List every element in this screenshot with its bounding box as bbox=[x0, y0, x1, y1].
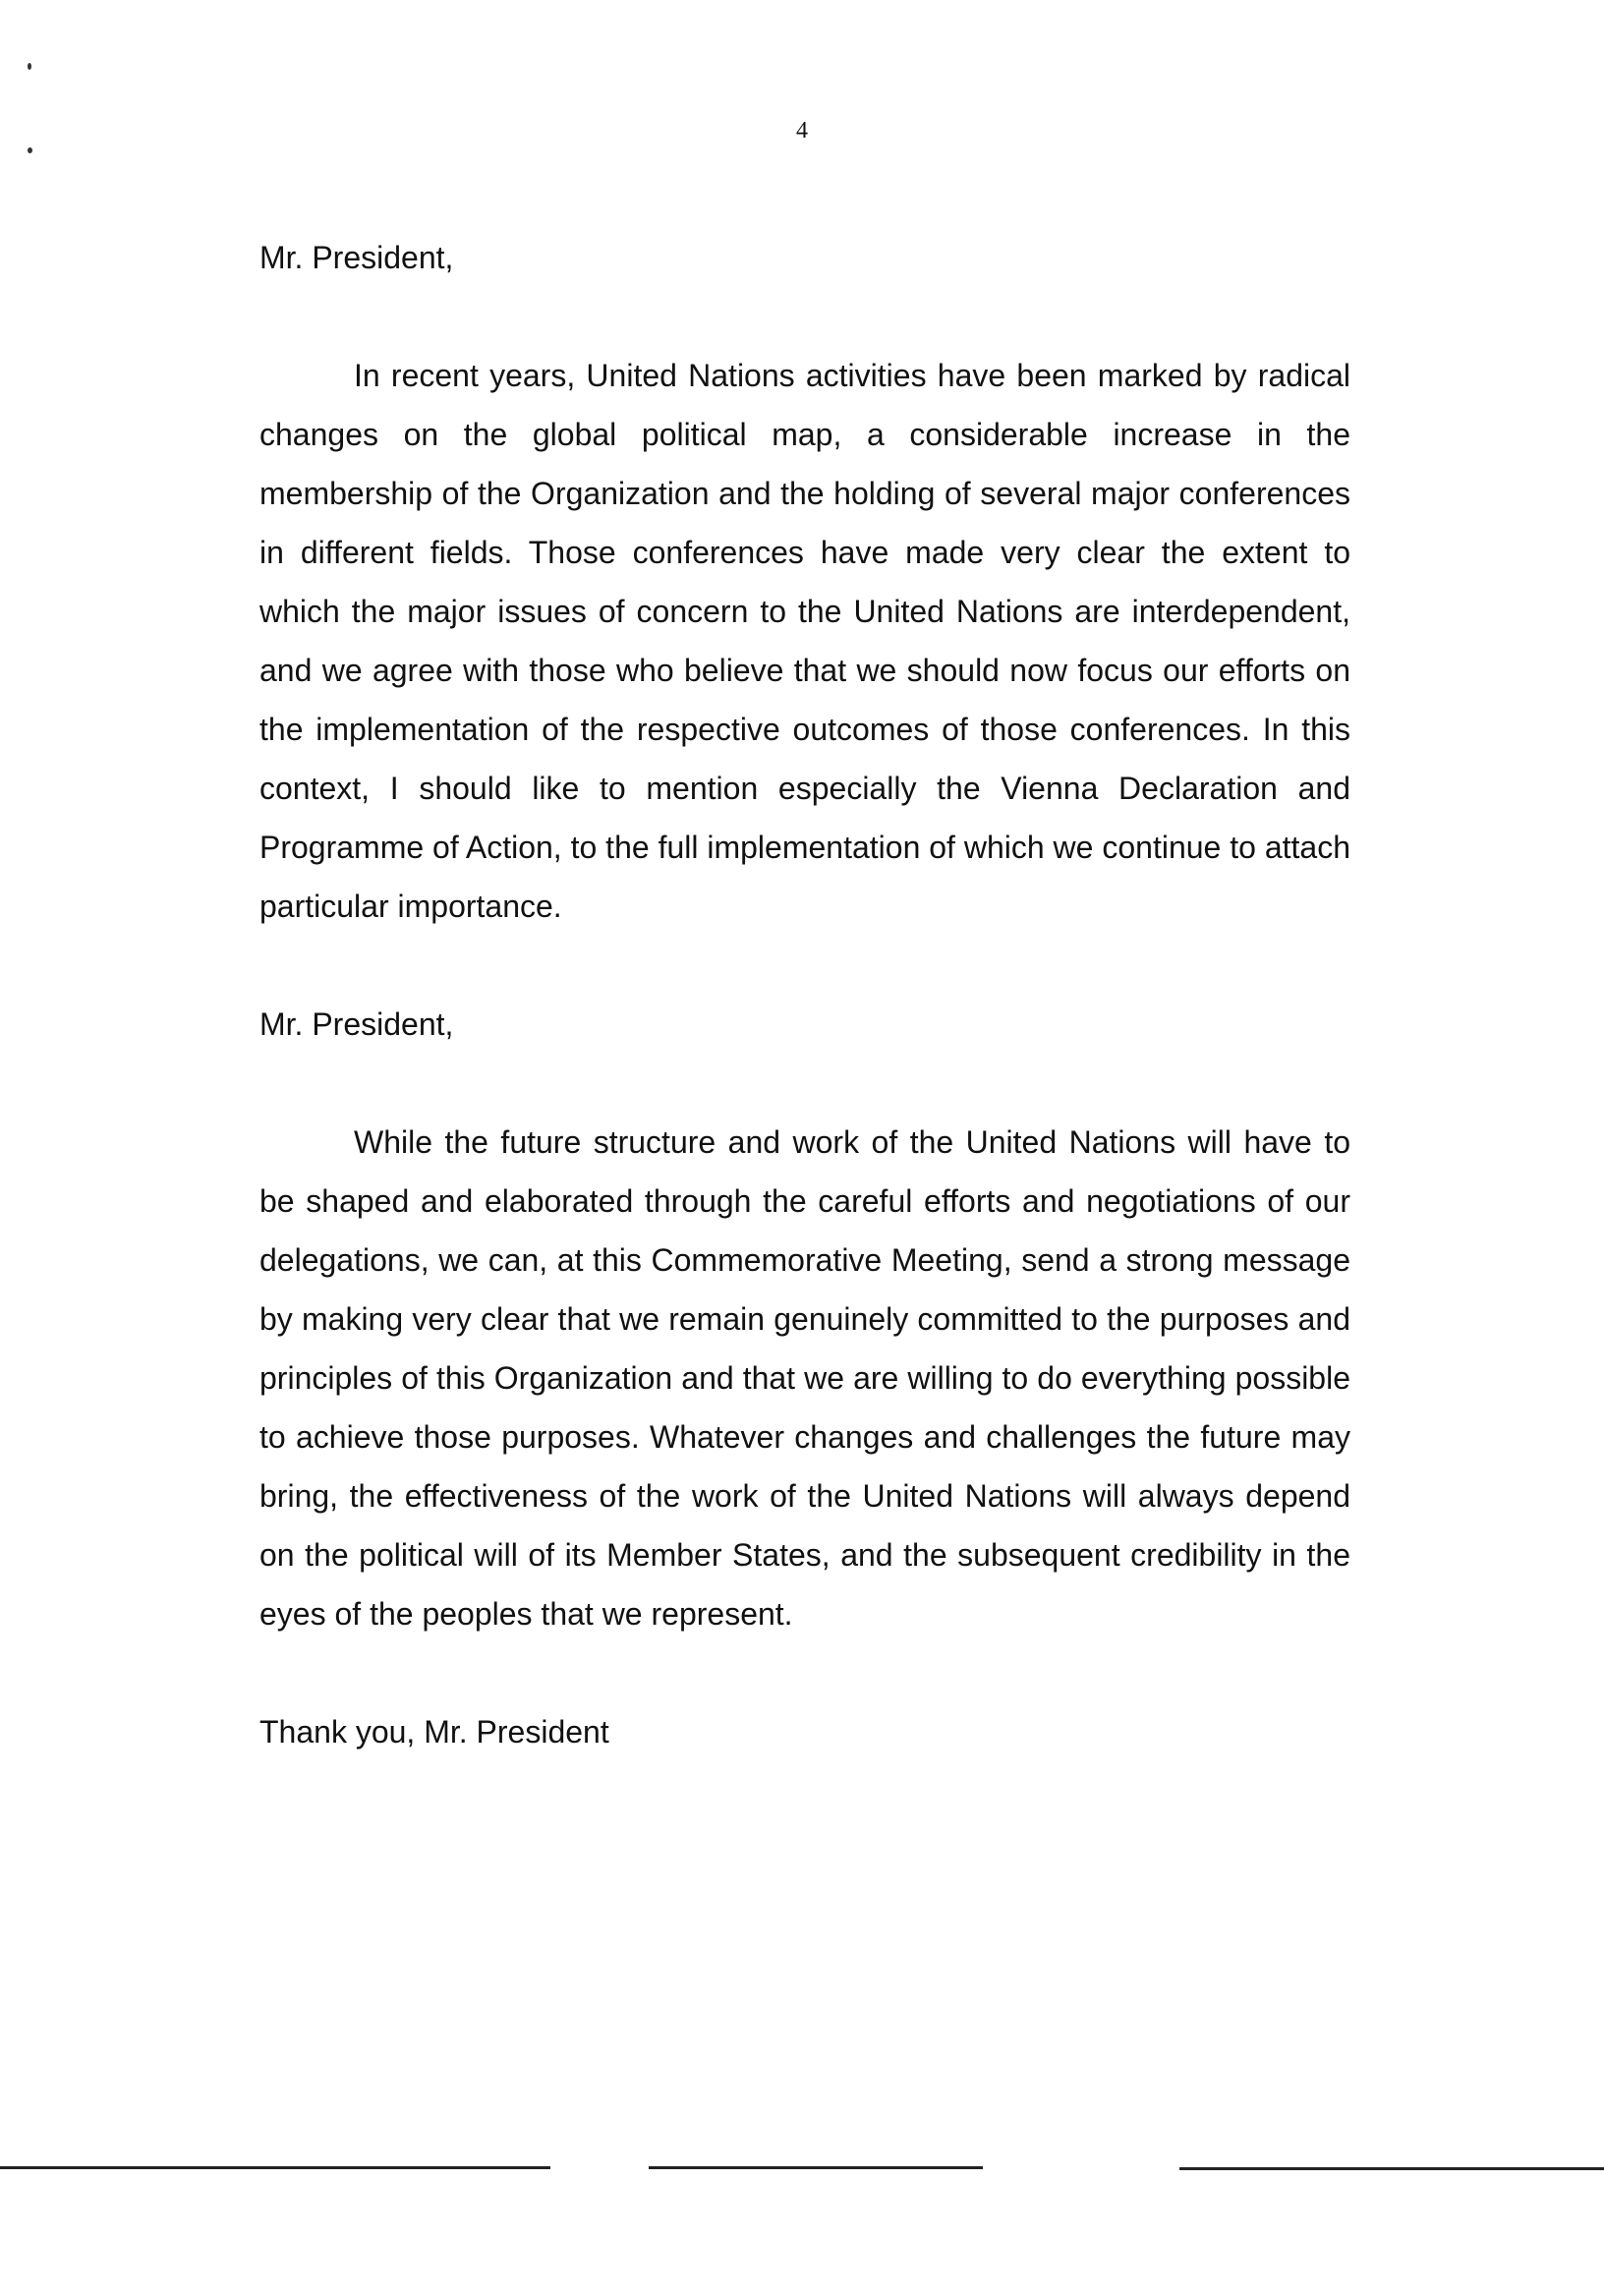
paragraph-gap bbox=[259, 287, 1350, 346]
paragraph-gap bbox=[259, 1643, 1350, 1702]
salutation: Mr. President, bbox=[259, 240, 454, 275]
paragraph-gap bbox=[259, 1054, 1350, 1113]
rule-segment bbox=[649, 2166, 983, 2169]
paragraph-gap bbox=[259, 936, 1350, 995]
closing-line: Thank you, Mr. President bbox=[259, 1714, 609, 1750]
rule-segment bbox=[0, 2166, 550, 2169]
salutation: Mr. President, bbox=[259, 1006, 454, 1042]
rule-segment bbox=[1179, 2167, 1604, 2170]
page-number: 4 bbox=[796, 118, 808, 144]
paragraph: While the future structure and work of the United Nations will have to be shaped and elaborated through the careful efforts and negotiations of our delegations, we can, at this Commemorative Meeting, send a strong message by making very clear that we remain genuinely committed to the purposes and principles of this Organization and that we are willing to do everything possible to achieve those purposes. Whatever changes and challenges the future may bring, the effectiveness of the work of the United Nations will always depend on the political will of its Member States, and the subsequent credibility in the eyes of the peoples that we represent. bbox=[259, 1124, 1350, 1632]
footer-rule bbox=[0, 2166, 1604, 2172]
scan-speck bbox=[28, 147, 32, 153]
paragraph: In recent years, United Nations activities have been marked by radical changes on the global political map, a considerable increase in the membership of the Organization and the holding of several major conferences in different fields. Those conferences have made very clear the extent to which the major issues of concern to the United Nations are interdependent, and we agree with those who believe that we should now focus our efforts on the implementation of the respective outcomes of those conferences. In this context, I should like to mention especially the Vienna Declaration and Programme of Action, to the full implementation of which we continue to attach particular importance. bbox=[259, 358, 1350, 924]
scan-speck bbox=[28, 63, 31, 70]
document-body bbox=[259, 228, 1350, 1761]
